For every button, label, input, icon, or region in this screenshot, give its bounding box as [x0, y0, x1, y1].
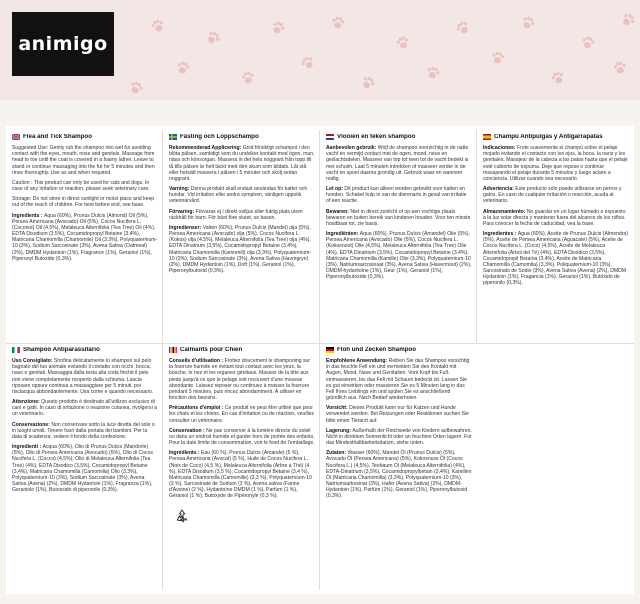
- spain-flag-icon: [483, 134, 491, 140]
- instruction-paragraph: [12, 180, 158, 192]
- paw-print-icon: [578, 33, 598, 53]
- instruction-paragraph: [169, 145, 315, 182]
- column-title: Fästing och Loppschampo: [180, 134, 259, 140]
- paragraph-label: Ingredienti :: [12, 444, 43, 451]
- paw-print-icon: [423, 63, 444, 84]
- column-divider: [476, 130, 477, 342]
- instruction-paragraph: [169, 225, 315, 274]
- paragraph-text: Reiben Sie das Shampoo vorsichtig in das feuchte Fell ein und vermeiden Sie den Kontakt mit Augen, Mund, Nase und Genitalien. Vom Kopf bis Fuß einmassieren, bis das Fell mit Schaum bedeckt ist. Lassen Sie es gut einwirken oder massieren Sie es 5 Minuten lang in das Fell Ihres Lieblings ein und spülen Sie es anschließend gründlich aus. Nach Bedarf wiederholen.: [326, 358, 470, 402]
- paw-print-icon: [617, 9, 640, 32]
- column-divider: [162, 130, 163, 590]
- paragraph-label: Conservation :: [169, 427, 207, 434]
- paragraph-text: Ne pas conserver à la lumière directe du soleil ou dans un endroit humide et garder hors de portée des enfants. Pour la date limite de consommation, voir le fond de l'emballage.: [169, 427, 315, 447]
- paragraph-text: Este producto sólo puede utilizarse en perros y gatos. En caso de cualquier irritación o reacción, acuda al veterinario.: [483, 186, 622, 205]
- uk-flag-icon: [12, 134, 20, 140]
- germany-flag-icon: [326, 347, 334, 353]
- paragraph-label: Conseils d'utilisation :: [169, 358, 225, 365]
- paw-print-icon: [267, 17, 288, 38]
- column-header: [169, 134, 315, 140]
- instruction-paragraph: [169, 450, 315, 499]
- instruction-paragraph: [12, 196, 158, 208]
- paragraph-text: Wasser (60%), Mandel Öl (Prunus Dulcis) (5%), Avocado Öl (Persea Americana) (5%), Kokosnuss Öl (Cocos Nucifera L.) (4,5%), Teebaum Öl (Melaleuca Alternifolia) (4%), EDTA-Dinatrium (3,5%), Cocamidopropylbetain (3,4%), Kamillen Öl (Matricaria Chamomilla) (3,3%), Polyquaternium-10 (3%), Natriumsarkosinat (3%), Hafer (Avena Sativa) (2%), DMDM-Hydantoin (1%), Parfüm (1%), Geraniol (1%), Piperonylbutoxid (0,3%).: [326, 450, 472, 500]
- column-title: Flea and Tick Shampoo: [23, 134, 92, 140]
- instruction-paragraph: [483, 209, 629, 227]
- paragraph-text: Frote suavemente el champú sobre el pelaje mojado evitando el contacto con los ojos, la boca, la nariz y los genitales. Masajear de la cabeza a las patas hasta que el pelaje esté cubierto de espuma. Deje que repose o continúe masajeando el pelaje durante 5 minutos y luego aclare a conciencia. Utilizar cuando sea necesario.: [483, 145, 628, 182]
- language-column: [169, 134, 315, 334]
- netherlands-flag-icon: [326, 134, 334, 140]
- paragraph-text: Denna produkt skall endast användas för katter och hundar. Vid irritation eller andra symptom, vänligen uppsök veterinärvård.: [169, 186, 308, 205]
- instruction-paragraph: [12, 422, 158, 440]
- instruction-paragraph: [12, 213, 158, 262]
- paragraph-text: Acqua (60%), Olio di Prunus Dulcis (Mandorle) (5%), Olio di Persea Americana (Avocado) (5%), Olio di Cocos Nucifera L. (Cocco) (4,5%), Olio di Melaleuca Alternifolia (Tea Tree) (4%), EDTA Disodico (3,5%), Cocamidopropyl Betaine (3,4%), Matricaria Chamomilla (Camomilla) Olio (3,3%), Polyquaternium-10 (3%), Sodium Sarcosinate (3%), Avena Sativa (Avena) (2%), DMDM Hydantoin (1%), Fragranza (1%), Geraniolo (1%), Butossido di piperonile (0,3%).: [12, 444, 153, 494]
- paragraph-label: Précautions d'emploi :: [169, 405, 225, 412]
- paragraph-text: No guardar en un lugar húmedo o expuesto a la luz solar directa y mantener fuera del alcance de los niños. Para conocer la fecha de caducidad, vea la base.: [483, 208, 626, 227]
- paw-print-icon: [239, 69, 258, 88]
- paragraph-label: Uso Consigliato:: [12, 358, 54, 365]
- paw-print-icon: [452, 17, 474, 39]
- column-title: Floh und Zecken Shampoo: [337, 347, 417, 353]
- column-header: [326, 134, 472, 140]
- instruction-paragraph: [169, 358, 315, 401]
- paragraph-text: Dieses Produkt kann nur für Katzen und Hunde verwendet werden. Bei Reizungen oder Reaktionen suchen Sie bitte einen Tierarzt auf.: [326, 405, 469, 424]
- paw-print-icon: [329, 14, 348, 33]
- paragraph-label: Ingrediënten:: [326, 231, 360, 238]
- instruction-paragraph: [169, 428, 315, 446]
- paragraph-text: Questo prodotto è destinato all'utilizzo esclusivo di cani e gatti. In caso di irritazione o reazione cutanea, rivolgersi a un veterinario.: [12, 399, 157, 418]
- instruction-paragraph: [326, 405, 472, 423]
- paragraph-text: Frottez doucement le shampooing sur la fourrure humide en évitant tout contact avec les yeux, la bouche, le nez et les organes génitaux. Massez de la tête aux pieds jusqu'à ce que le pelage soit recouvert d'une mousse abondante. Laissez reposer ou continuez à masser la fourrure pendant 5 minutes, puis rincez abondamment. À utiliser en fonction des besoins.: [169, 358, 311, 402]
- language-column: [326, 134, 472, 334]
- paragraph-label: Almacenamiento:: [483, 208, 527, 215]
- paragraph-text: Aqua (60%), Prunus Dulcis (Almond) Oil (5%), Persea Americana (Avocado) Oil (5%), Cocos Nucifera L. (Coconut) Oil (4.5%), Melaleuca Alternifolia (Tea Tree) Oil (4%), EDTA Disodium (3.5%), Cocamidopropyl Betaine (3.4%), Matricaria Chamomilla (Chamomile) Oil (3.3%), Polyquaternium-10 (3%), Sodium Sarcosinate (3%), Avena Sativa (Oatmeal) (2%), DMDM Hydantoin (1%), Fragrance (1%), Geraniol (1%), Piperonyl Butoxide (0.3%).: [12, 212, 158, 262]
- instruction-paragraph: [326, 358, 472, 401]
- paragraph-text: Außerhalb der Reichweite von Kindern aufbewahren. Nicht in direktem Sonnenlicht oder an feuchten Orten lagern. Für das Mindesthaltbarkeitsdatum, siehe unten.: [326, 427, 472, 447]
- column-header: [326, 347, 472, 353]
- paragraph-label: Ingredients :: [12, 212, 44, 219]
- paw-print-icon: [357, 72, 379, 94]
- paragraph-text: Ce produit ne peut être utilisé que pour les chats et les chiens. En cas d'irritation ou de réaction, veuillez consulter un vétérinaire.: [169, 405, 315, 424]
- paragraph-text: Storage: Do not store in direct sunlight or moist place and keep out of the reach of children. For best before end, see base.: [12, 196, 155, 209]
- paragraph-label: Varning:: [169, 186, 191, 193]
- column-divider: [319, 130, 320, 590]
- paw-print-icon: [297, 52, 319, 74]
- paragraph-text: Non conservare sotto la luce diretta del sole o in luoghi umidi. Tenere fuori dalla portata dei bambini. Per la data di scadenza, vedere il fondo della confezione.: [12, 421, 155, 440]
- column-header: [483, 134, 629, 140]
- paragraph-text: Dit product kan alleen worden gebruikt voor katten en honden. Schakel hulp in van de dierenarts in geval van irritatie of een reactie.: [326, 186, 467, 205]
- paragraph-label: Ingredientes :: [483, 231, 518, 238]
- instruction-paragraph: [483, 186, 629, 204]
- header-band: [0, 0, 640, 100]
- instruction-paragraph: [169, 209, 315, 221]
- paragraph-label: Ingrédients :: [169, 450, 201, 457]
- paragraph-label: Empfohlene Anwendung:: [326, 358, 389, 365]
- paragraph-text: Förvaras ej i direkt solljus eller fuktig plats utom räckhåll för barn. För bäst före slutet, se basen.: [169, 208, 303, 221]
- instruction-paragraph: [169, 405, 315, 423]
- paragraph-label: Ingredienser:: [169, 224, 203, 231]
- paragraph-text: Vatten (60%), Prunus Dulcis (Mandel) olja (5%), Persea Americana (Avocado) olja (5%), Cocos Nucifera L. (Kokos) olja (4,5%), Melaleuca Alternifolia (Tea Tree) olja (4%), EDTA Dinatrium (3,5%), Cocamidopropyl Betaine (3,4%), Matricaria Chamomilla (Kamomill) olja (3,3%), Polyquaternium-10 (3%), Sodium Sarcosinate (3%), Avena Sativa (Havregryn) (2%), DMDM Hydantoin (1%), Doft (1%), Geraniol (1%), Piperonylbutoxid (0,3%).: [169, 224, 312, 274]
- column-header: [12, 347, 158, 353]
- paw-print-icon: [611, 59, 630, 78]
- instruction-paragraph: [326, 231, 472, 280]
- paw-print-icon: [148, 16, 169, 37]
- column-title: Shampoo Antiparassitario: [23, 347, 100, 353]
- sweden-flag-icon: [169, 134, 177, 140]
- row-divider: [6, 343, 634, 344]
- paragraph-text: Caution : This product can only be used for cats and dogs. In case of any irritation or reaction, please seek veterinary care.: [12, 179, 150, 193]
- paragraph-label: Bewaren:: [326, 208, 351, 215]
- paragraph-text: Eau (60 %), Prunus Dulcis (Amande) (5 %), Persea Americana (Avocat) (5 %), Huile de Cocos Nucifera L. (Noix de Coco) (4,5 %), Melaleuca Alternifolia (Arbre à Thé) (4 %), EDTA Disodium (3,5 %), Cocamidopropyl Betaine (3,4 %), Matricaria Chamomilla (Camomille) (3,3 %), Polyquaternium-10 (3 %), Sarcosinate de Sodium (3 %), Avena sativa (Farine d'Avoine) (2 %), Hydantoïne DMDM (1 %), Parfum (1 %), Géraniol (1 %), Butoxyde de Pipéronyle (0,3 %).: [169, 450, 312, 500]
- paw-print-icon: [125, 77, 146, 98]
- language-column: [169, 347, 315, 587]
- paw-print-icon: [489, 49, 508, 68]
- column-title: Vlooien en teken shampoo: [337, 134, 416, 140]
- paragraph-label: Attenzione:: [12, 399, 42, 406]
- instruction-paragraph: [12, 399, 158, 417]
- instruction-paragraph: [326, 186, 472, 204]
- paragraph-label: Zutaten:: [326, 450, 348, 457]
- paragraph-label: Lagerung:: [326, 427, 353, 434]
- italy-flag-icon: [12, 347, 20, 353]
- paragraph-label: Aanbevolen gebruik:: [326, 145, 378, 152]
- paragraph-label: Vorsicht:: [326, 405, 350, 412]
- language-column: [12, 347, 158, 587]
- paragraph-label: Conservazione:: [12, 421, 52, 428]
- column-header: [12, 134, 158, 140]
- instruction-paragraph: [12, 444, 158, 493]
- language-column: [326, 347, 472, 587]
- paragraph-label: Indicaciones:: [483, 145, 517, 152]
- column-title: Champú Antipulgas y Antigarrapatas: [494, 134, 603, 140]
- paragraph-text: Strofina delicatamente lo shampoo sul pelo bagnato del tuo animale evitando il contatto con occhi, bocca, naso e genitali. Massaggia dalla testa alla coda finché il pelo non viene completamente ricoperto dalla schiuma. Lascia riposare oppure continua a massaggiare per 5 minuti, poi risciacqua abbondantemente. Usa come e quando necessario.: [12, 358, 154, 395]
- paragraph-text: Suggested Use: Gently rub the shampoo into wet fur avoiding contact with the eyes, mouth, nose and genitals. Massage from head to toe until the coat is covered in a foamy lather. Leave to stand or continue massaging into the fur for 5 minutes and then rinse thoroughly. Use as and when required.: [12, 145, 155, 176]
- instruction-paragraph: [483, 231, 629, 286]
- paragraph-text: Agua (60%), Aceite de Prunus Dulcis (Almendra) (5%), Aceite de Persea Americana (Aguacate) (5%), Aceite de Cocos Nucifera L. (Coco) (4,5%), Aceite de Melaleuca Alternifolia (Árbol del Té) (4%), EDTA Disódico (3,5%), Cocamidopropil Betaína (3,4%), Aceite de Matricaria Chamomilla (Camomila) (3,3%), Poliquaternium-10 (3%), Sarcosinato de Sodio (3%), Avena Sativa (Avena) (2%), DMDM Hydantoin (1%), Fragancia (1%), Geraniol (1%), Butóxido de piperonilo (0,3%).: [483, 231, 628, 287]
- language-column: [483, 134, 629, 334]
- paragraph-text: Gnid försiktigt schampot i den blöta pälsen, samtidigt som du undviker kontakt med ögon, mun, näsa och könsorgan. Massera in det hela noggrant från topp till tå tills pälsen är helt täckt med den skum som bildats. Låt stå eller fortsätt massera i pälsen i 5 minuter och skölj sedan noggrant.: [169, 145, 315, 182]
- brand-logo-text: animigo: [18, 33, 108, 55]
- instruction-paragraph: [12, 145, 158, 176]
- paw-print-icon: [393, 33, 413, 53]
- recycle-icon: [174, 508, 190, 524]
- paragraph-text: Aqua (60%), Prunus Dulcis (Amandel) Olie (5%), Persea Americana (Avocado) Olie (5%), Cocos Nucifera L. (Kokosnoot) Olie (4,5%), Melaleuca Alternifolia (Tea Tree) Olie (4%), EDTA Dinatrium (3,5%), Cocamidopropyl Betaïne (3,4%), Matricaria Chamomilla (Kamille) Olie (3,3%), Polyquaternium-10 (3%), Natriumsarcosinaat (3%), Avena Sativa (Havermout) (2%), DMDM-hydantoïne (1%), Geur (1%), Geraniol (1%), Piperonylbutoxide (0,3%).: [326, 231, 472, 281]
- instruction-paragraph: [169, 186, 315, 204]
- column-header: [169, 347, 315, 353]
- paragraph-label: Rekommenderad Applicering:: [169, 145, 243, 152]
- paragraph-text: Niet in direct zonlicht of op een vochtige plaats bewaren en buiten bereik van kinderen houden. Voor ten minste houdbaar tot, zie basis.: [326, 208, 471, 227]
- paragraph-text: Wrijf de shampoo voorzichtig in de natte vacht en vermijd contact met de ogen, mond, neus en geslachtsdelen. Masseer van top tot teen tot de vacht bedekt is met schuim. Laat 5 minuten intrekken of masseer verder in de vacht en spoel daarna grondig uit. Gebruik waar en wanneer nodig.: [326, 145, 469, 182]
- brand-logo: [12, 12, 114, 76]
- language-column: [12, 134, 158, 334]
- paw-print-icon: [173, 58, 193, 78]
- paw-print-icon: [202, 27, 225, 50]
- instruction-paragraph: [326, 450, 472, 499]
- instruction-paragraph: [326, 209, 472, 227]
- column-title: Calmants pour Chien: [180, 347, 243, 353]
- paw-print-icon: [517, 12, 539, 34]
- instruction-paragraph: [12, 358, 158, 395]
- instruction-paragraph: [326, 145, 472, 182]
- instruction-paragraph: [483, 145, 629, 182]
- paragraph-label: Förvaring:: [169, 208, 196, 215]
- france-belgium-flag-icon: [169, 347, 177, 353]
- paw-print-icon: [548, 68, 569, 89]
- paragraph-label: Advertencia:: [483, 186, 516, 193]
- instruction-paragraph: [326, 428, 472, 446]
- paragraph-label: Let op:: [326, 186, 345, 193]
